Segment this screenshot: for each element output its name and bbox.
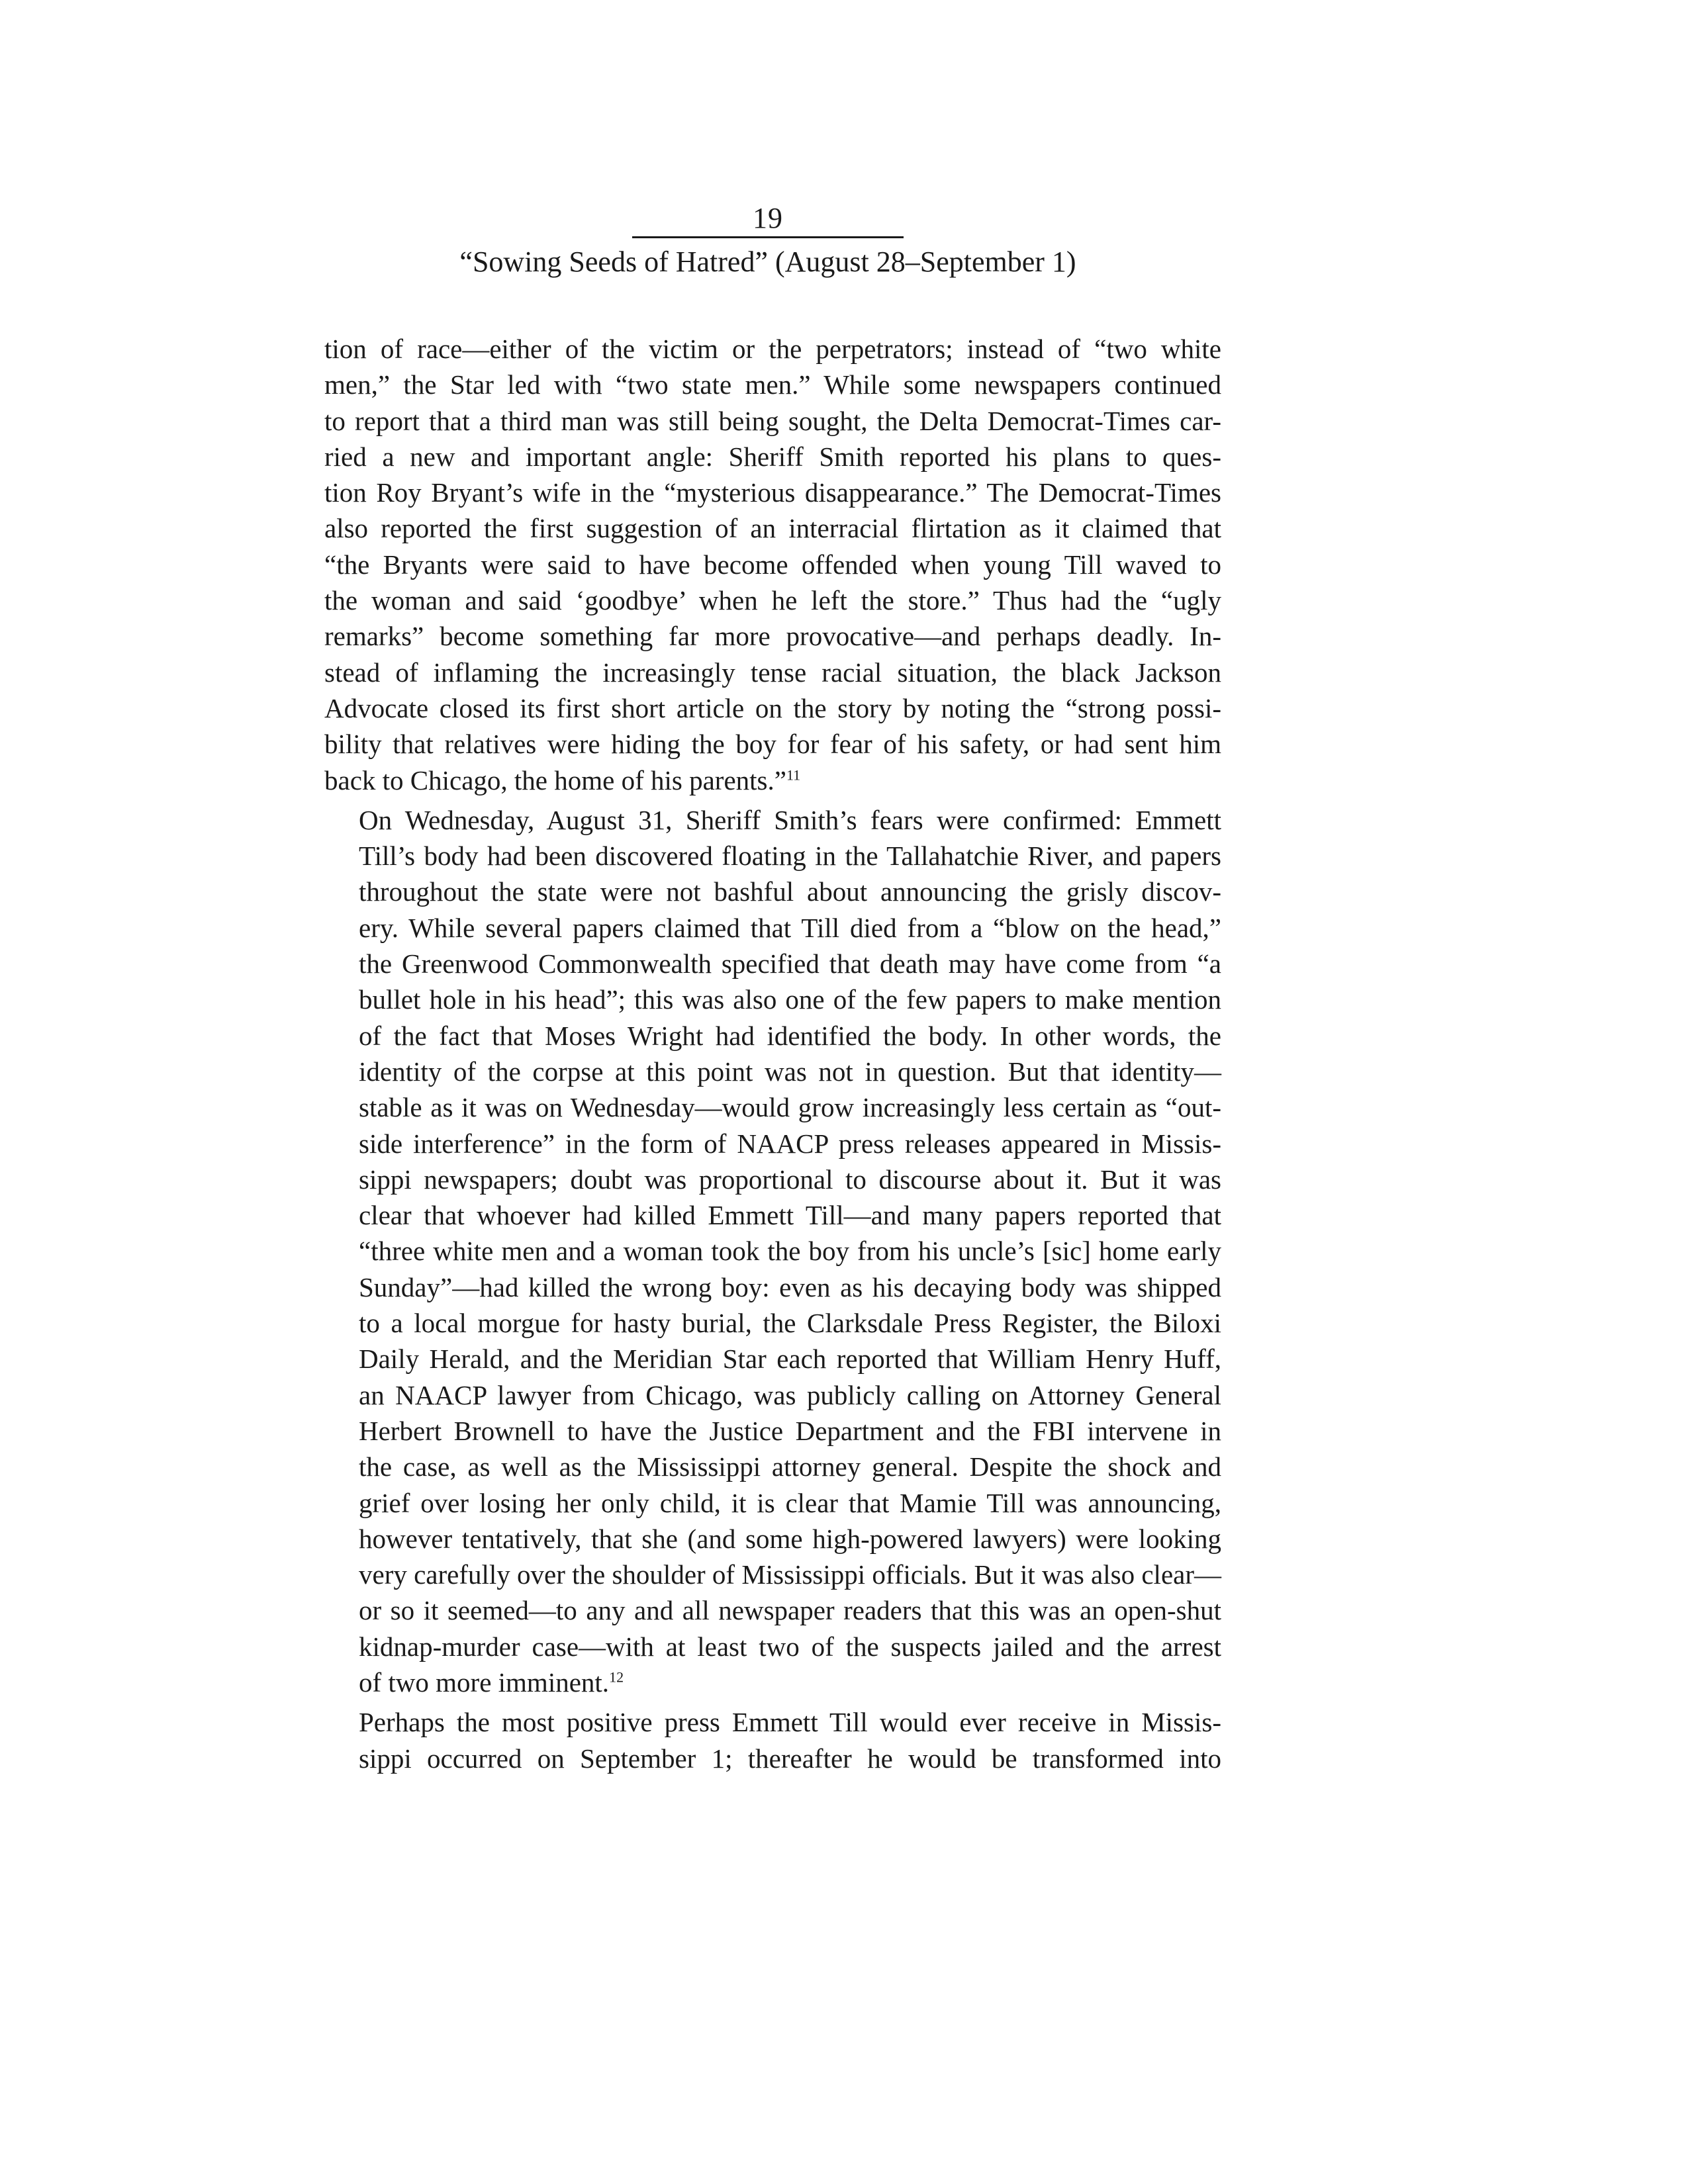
text-line: ery. While several papers claimed that Till died from a “blow on the head,” [359,912,1221,943]
text-line: side interference” in the form of NAACP press releases appeared in Missis- [359,1128,1221,1159]
text-line: sippi occurred on September 1; thereafter he would be transformed into [359,1743,1221,1774]
text-line: an NAACP lawyer from Chicago, was publicly calling on Attorney General [359,1379,1221,1410]
text-line: however tentatively, that she (and some high-powered lawyers) were looking [359,1523,1221,1554]
paragraph-1 [324,331,1221,798]
text-line: Sunday”—had killed the wrong boy: even as his decaying body was shipped [359,1271,1221,1302]
text-line: kidnap-murder case—with at least two of the suspects jailed and the arrest [359,1631,1221,1662]
text-line: Herbert Brownell to have the Justice Department and the FBI intervene in [359,1415,1221,1446]
text-line: stead of inflaming the increasingly tense racial situation, the black Jackson [324,657,1221,688]
text-line: grief over losing her only child, it is clear that Mamie Till was announcing, [359,1487,1221,1518]
text-line: identity of the corpse at this point was not in question. But that identity— [359,1056,1221,1087]
text-line: tion Roy Bryant’s wife in the “mysterious disappearance.” The Democrat-Times [324,477,1221,508]
text-line: remarks” become something far more provocative—and perhaps deadly. In- [324,621,1221,652]
running-head: “Sowing Seeds of Hatred” (August 28–September 1) [459,246,1076,278]
text-line: “the Bryants were said to have become offended when young Till waved to [324,549,1221,580]
text-line: stable as it was on Wednesday—would grow increasingly less certain as “out- [359,1092,1221,1123]
footnote-marker: 11 [786,766,801,783]
body-text [324,331,1221,1776]
text-line: the Greenwood Commonwealth specified that death may have come from “a [359,948,1221,979]
text-line: of the fact that Moses Wright had identified the body. In other words, the [359,1020,1221,1051]
text-line: or so it seemed—to any and all newspaper readers that this was an open-shut [359,1595,1221,1626]
text-line: bullet hole in his head”; this was also one of the few papers to make mention [359,984,1221,1015]
text-line: bility that relatives were hiding the boy for fear of his safety, or had sent him [324,729,1221,760]
text-line: ried a new and important angle: Sheriff Smith reported his plans to ques- [324,441,1221,472]
text-line: to a local morgue for hasty burial, the Clarksdale Press Register, the Biloxi [359,1308,1221,1339]
footnote-marker: 12 [609,1668,624,1686]
folio [632,202,904,238]
text-line-last [324,762,1221,798]
paragraph-2 [324,802,1221,1700]
text-line-last [324,1664,1221,1700]
text-line: “three white men and a woman took the boy from his uncle’s [sic] home early [359,1236,1221,1267]
text-line: Perhaps the most positive press Emmett Till would ever receive in Missis- [359,1707,1221,1738]
text-line: also reported the first suggestion of an interracial flirtation as it claimed that [324,513,1221,544]
text-line: back to Chicago, the home of his parents.” [324,764,786,796]
text-line: the case, as well as the Mississippi attorney general. Despite the shock and [359,1451,1221,1482]
text-line: the woman and said ‘goodbye’ when he left the store.” Thus had the “ugly [324,585,1221,616]
text-line: throughout the state were not bashful about announcing the grisly discov- [359,876,1221,907]
text-line: sippi newspapers; doubt was proportional to discourse about it. But it was [359,1163,1221,1195]
text-line: Daily Herald, and the Meridian Star each reported that William Henry Huff, [359,1343,1221,1375]
text-line: men,” the Star led with “two state men.” While some newspapers continued [324,369,1221,400]
paragraph-3 [324,1704,1221,1776]
text-line: On Wednesday, August 31, Sheriff Smith’s fears were confirmed: Emmett [359,804,1221,835]
page-number: 19 [753,202,783,234]
text-line: Advocate closed its first short article on the story by noting the “strong possi- [324,692,1221,723]
text-line: clear that whoever had killed Emmett Till—and many papers reported that [359,1200,1221,1231]
header-rule [632,236,904,238]
text-line: to report that a third man was still being sought, the Delta Democrat-Times car- [324,405,1221,436]
text-line: Till’s body had been discovered floating in the Tallahatchie River, and papers [359,841,1221,872]
text-line: very carefully over the shoulder of Mississippi officials. But it was also clear— [359,1559,1221,1590]
text-line: of two more imminent. [359,1666,610,1698]
text-line: tion of race—either of the victim or the perpetrators; instead of “two white [324,334,1221,364]
